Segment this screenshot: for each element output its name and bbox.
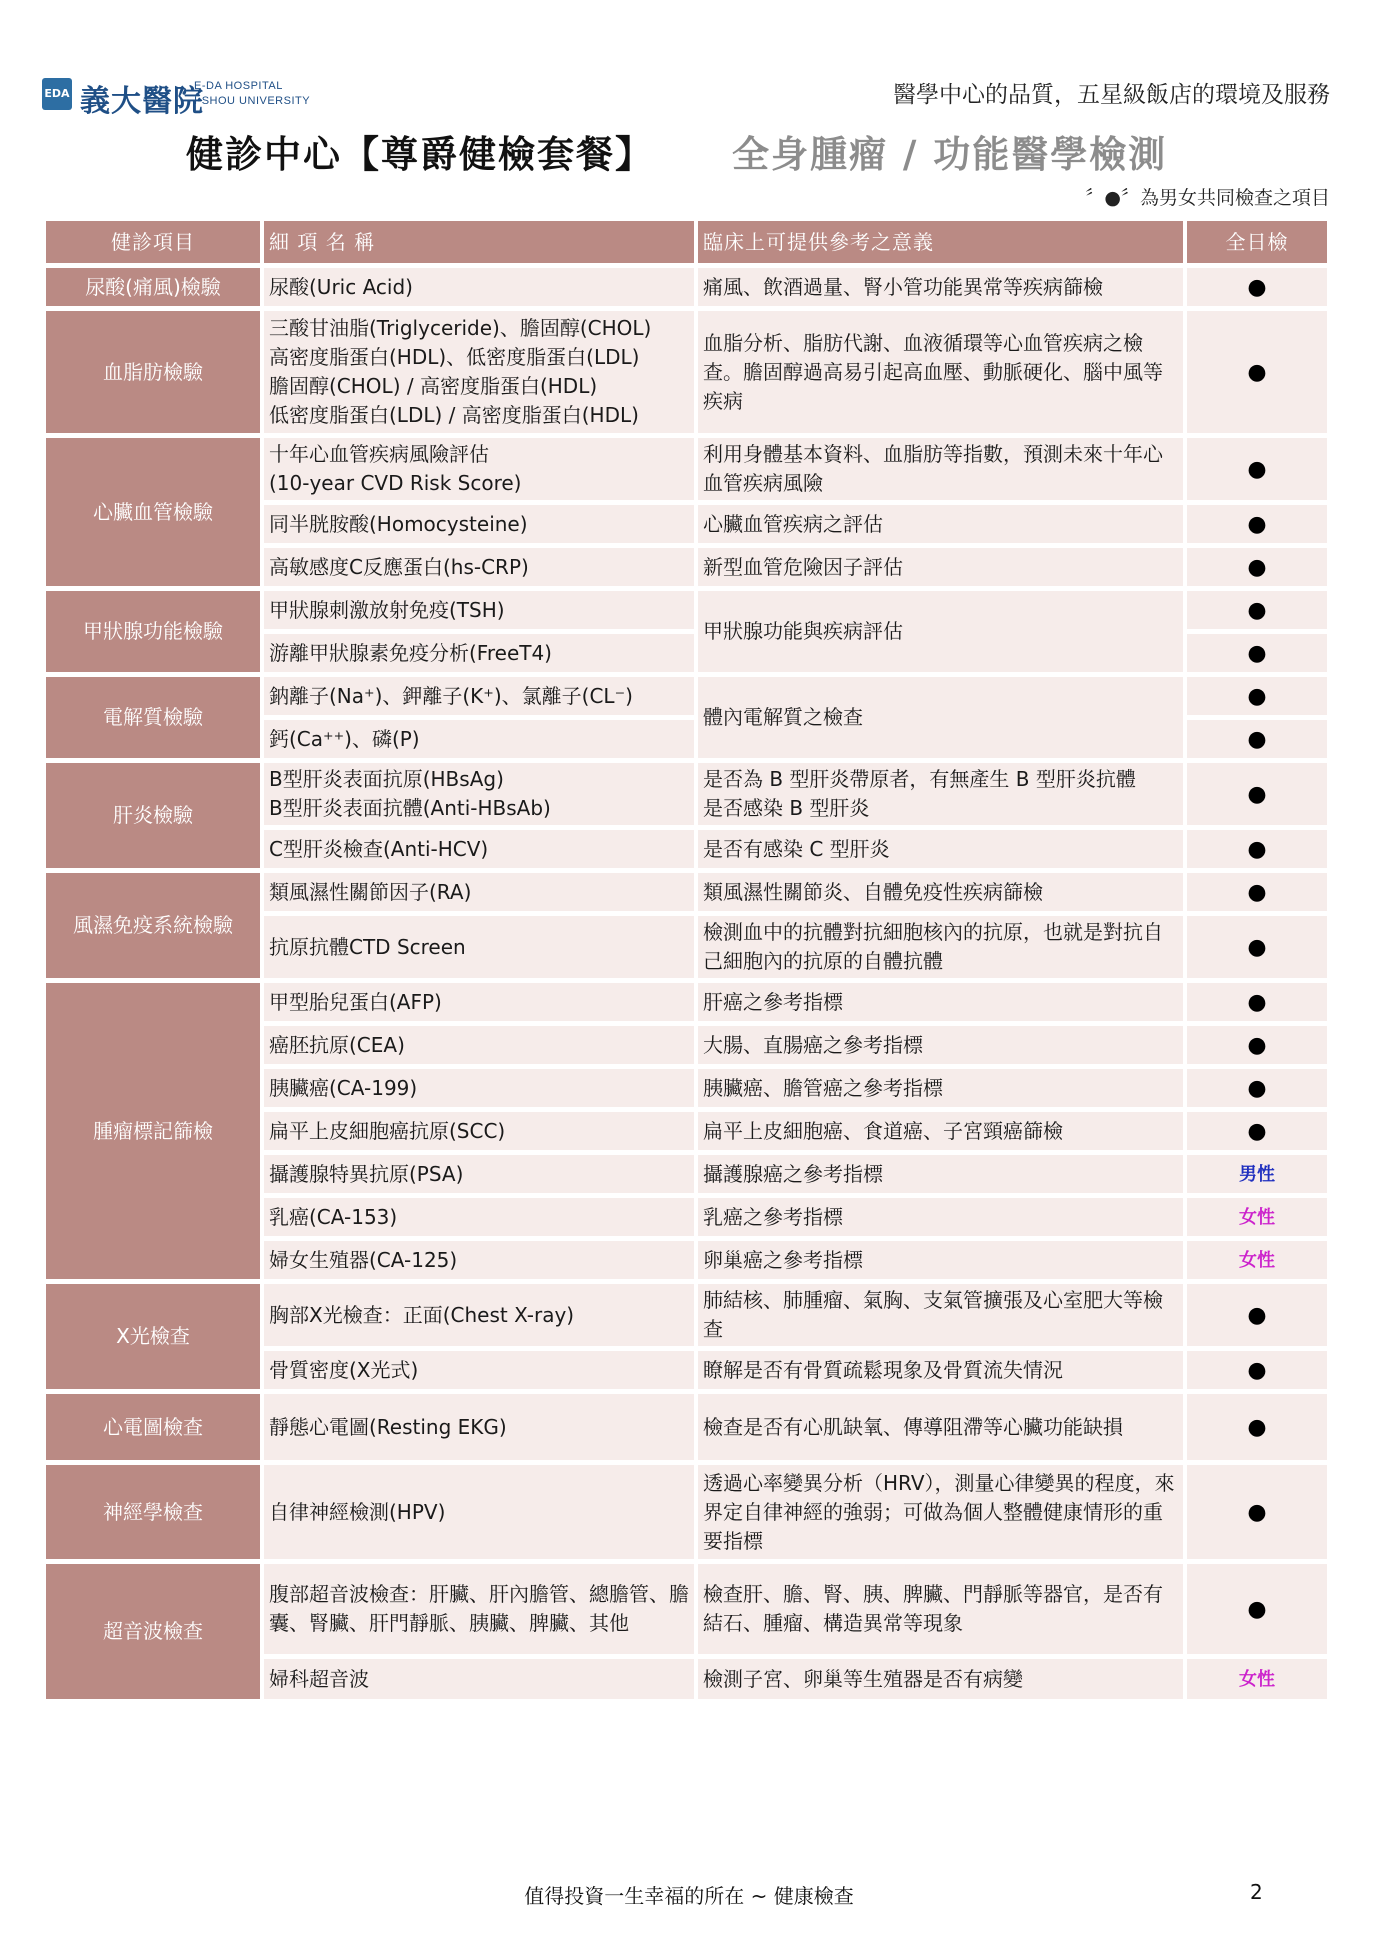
full-day-cell [1187,591,1327,629]
item-cell: 甲狀腺刺激放射免疫(TSH) [264,591,694,629]
meaning-cell: 是否有感染 C 型肝炎 [698,830,1183,868]
logo-english-university: I-SHOU UNIVERSITY [194,95,311,107]
header-category: 健診項目 [46,221,260,263]
meaning-cell: 卵巢癌之參考指標 [698,1241,1183,1279]
bullet-icon: ● [1247,1499,1267,1525]
full-day-cell [1187,438,1327,500]
full-day-cell [1187,1564,1327,1654]
item-cell: 甲型胎兒蛋白(AFP) [264,983,694,1021]
full-day-cell [1187,1241,1327,1279]
category-cell: 心電圖檢查 [46,1394,260,1460]
item-cell: 腹部超音波檢查：肝臟、肝內膽管、總膽管、膽囊、腎臟、肝門靜脈、胰臟、脾臟、其他 [264,1564,694,1654]
footer-slogan: 值得投資一生幸福的所在 ~ 健康檢查 [524,1884,854,1908]
category-cell: 甲狀腺功能檢驗 [46,591,260,672]
hospital-logo [42,74,342,119]
bullet-icon: ● [1247,274,1267,300]
meaning-cell: 體內電解質之檢查 [698,677,1183,758]
full-day-cell [1187,1026,1327,1064]
bullet-icon: ● [1247,1032,1267,1058]
bullet-icon: ● [1247,989,1267,1015]
meaning-cell: 痛風、飲酒過量、腎小管功能異常等疾病篩檢 [698,268,1183,306]
full-day-cell [1187,916,1327,978]
item-cell: 靜態心電圖(Resting EKG) [264,1394,694,1460]
bullet-icon: ● [1247,1596,1267,1622]
table-row [46,1394,1327,1460]
table-row [46,1564,1327,1654]
bullet-icon: ● [1247,1118,1267,1144]
full-day-cell [1187,1069,1327,1107]
category-cell: 肝炎檢驗 [46,763,260,868]
table-header [46,221,1327,263]
category-cell: 電解質檢驗 [46,677,260,758]
bullet-icon: ● [1247,597,1267,623]
meaning-cell: 類風濕性關節炎、自體免疫性疾病篩檢 [698,873,1183,911]
full-day-cell [1187,1198,1327,1236]
meaning-cell: 血脂分析、脂肪代謝、血液循環等心血管疾病之檢查。膽固醇過高易引起高血壓、動脈硬化、腦中風等疾病 [698,311,1183,433]
full-day-cell [1187,983,1327,1021]
full-day-cell [1187,1155,1327,1193]
bullet-icon: ● [1247,511,1267,537]
full-day-cell [1187,548,1327,586]
item-cell: 游離甲狀腺素免疫分析(FreeT4) [264,634,694,672]
bullet-icon: ● [1247,640,1267,666]
category-cell: X光檢查 [46,1284,260,1389]
item-cell: 高敏感度C反應蛋白(hs-CRP) [264,548,694,586]
full-day-cell [1187,763,1327,825]
bullet-icon: ● [1247,1302,1267,1328]
meaning-cell: 肝癌之參考指標 [698,983,1183,1021]
item-cell: 抗原抗體CTD Screen [264,916,694,978]
meaning-cell: 透過心率變異分析（HRV），測量心律變異的程度，來界定自律神經的強弱；可做為個人整體健康情形的重要指標 [698,1465,1183,1559]
meaning-cell: 檢查肝、膽、腎、胰、脾臟、門靜脈等器官，是否有結石、腫瘤、構造異常等現象 [698,1564,1183,1654]
meaning-cell: 利用身體基本資料、血脂肪等指數，預測未來十年心血管疾病風險 [698,438,1183,500]
table-row [46,983,1327,1021]
meaning-cell: 攝護腺癌之參考指標 [698,1155,1183,1193]
item-cell: 十年心血管疾病風險評估 (10-year CVD Risk Score) [264,438,694,500]
female-badge: 女性 [1239,1207,1275,1228]
full-day-cell [1187,1351,1327,1389]
category-cell: 尿酸(痛風)檢驗 [46,268,260,306]
table-row [46,438,1327,500]
item-cell: 胸部X光檢查：正面(Chest X-ray) [264,1284,694,1346]
item-cell: 尿酸(Uric Acid) [264,268,694,306]
male-badge: 男性 [1239,1164,1275,1185]
item-cell: 扁平上皮細胞癌抗原(SCC) [264,1112,694,1150]
category-cell: 腫瘤標記篩檢 [46,983,260,1279]
full-day-cell [1187,1394,1327,1460]
meaning-cell: 檢測血中的抗體對抗細胞核內的抗原，也就是對抗自己細胞內的抗原的自體抗體 [698,916,1183,978]
header-full-day: 全日檢 [1187,221,1327,263]
item-cell: 癌胚抗原(CEA) [264,1026,694,1064]
header-item-name: 細 項 名 稱 [264,221,694,263]
bullet-icon: ● [1247,879,1267,905]
item-cell: B型肝炎表面抗原(HBsAg) B型肝炎表面抗體(Anti-HBsAb) [264,763,694,825]
table-row [46,1284,1327,1346]
female-badge: 女性 [1239,1250,1275,1271]
meaning-cell: 扁平上皮細胞癌、食道癌、子宮頸癌篩檢 [698,1112,1183,1150]
bullet-icon: ● [1247,1357,1267,1383]
full-day-cell [1187,720,1327,758]
full-day-cell [1187,1659,1327,1699]
item-cell: 乳癌(CA-153) [264,1198,694,1236]
table-row [46,677,1327,715]
full-day-cell [1187,1284,1327,1346]
item-cell: 婦科超音波 [264,1659,694,1699]
page-number: 2 [1250,1880,1263,1904]
full-day-cell [1187,268,1327,306]
meaning-cell: 新型血管危險因子評估 [698,548,1183,586]
bullet-icon: ● [1247,726,1267,752]
page-title: 健診中心【尊爵健檢套餐】 [186,133,654,176]
meaning-cell: 大腸、直腸癌之參考指標 [698,1026,1183,1064]
item-cell: 胰臟癌(CA-199) [264,1069,694,1107]
table-row [46,268,1327,306]
full-day-cell [1187,505,1327,543]
table-row [46,873,1327,911]
table-row [46,311,1327,433]
full-day-cell [1187,634,1327,672]
item-cell: 自律神經檢測(HPV) [264,1465,694,1559]
meaning-cell: 瞭解是否有骨質疏鬆現象及骨質流失情況 [698,1351,1183,1389]
bullet-icon: ● [1247,456,1267,482]
meaning-cell: 是否為 B 型肝炎帶原者，有無產生 B 型肝炎抗體 是否感染 B 型肝炎 [698,763,1183,825]
category-cell: 超音波檢查 [46,1564,260,1699]
bullet-icon: ● [1247,683,1267,709]
bullet-icon: ● [1247,554,1267,580]
item-cell: 三酸甘油脂(Triglyceride)、膽固醇(CHOL) 高密度脂蛋白(HDL)、低密度脂蛋白(LDL) 膽固醇(CHOL) / 高密度脂蛋白(HDL) 低密度脂蛋白(LDL) / 高密度脂蛋白(HDL) [264,311,694,433]
logo-mark-icon: EDA [42,78,72,110]
category-cell: 心臟血管檢驗 [46,438,260,586]
full-day-cell [1187,1465,1327,1559]
item-cell: 同半胱胺酸(Homocysteine) [264,505,694,543]
table-row [46,591,1327,629]
meaning-cell: 檢測子宮、卵巢等生殖器是否有病變 [698,1659,1183,1699]
bullet-icon: ● [1247,934,1267,960]
full-day-cell [1187,873,1327,911]
checkup-table [42,216,1331,1704]
item-cell: 鈣(Ca⁺⁺)、磷(P) [264,720,694,758]
legend-note: 〞●〞為男女共同檢查之項目 [1085,187,1330,209]
female-badge: 女性 [1239,1669,1275,1690]
bullet-icon: ● [1247,836,1267,862]
full-day-cell [1187,311,1327,433]
table-row [46,763,1327,825]
meaning-cell: 肺結核、肺腫瘤、氣胸、支氣管擴張及心室肥大等檢查 [698,1284,1183,1346]
item-cell: 婦女生殖器(CA-125) [264,1241,694,1279]
item-cell: 類風濕性關節因子(RA) [264,873,694,911]
category-cell: 風濕免疫系統檢驗 [46,873,260,978]
item-cell: 鈉離子(Na⁺)、鉀離子(K⁺)、氯離子(CL⁻) [264,677,694,715]
table-body [46,268,1327,1699]
bullet-icon: ● [1247,781,1267,807]
meaning-cell: 乳癌之參考指標 [698,1198,1183,1236]
page-subtitle: 全身腫瘤 / 功能醫學檢測 [732,133,1168,176]
header-clinical-meaning: 臨床上可提供參考之意義 [698,221,1183,263]
meaning-cell: 甲狀腺功能與疾病評估 [698,591,1183,672]
item-cell: 攝護腺特異抗原(PSA) [264,1155,694,1193]
bullet-icon: ● [1247,359,1267,385]
meaning-cell: 檢查是否有心肌缺氧、傳導阻滯等心臟功能缺損 [698,1394,1183,1460]
full-day-cell [1187,1112,1327,1150]
logo-english-name: E-DA HOSPITAL [194,80,283,92]
meaning-cell: 胰臟癌、膽管癌之參考指標 [698,1069,1183,1107]
table-row [46,1465,1327,1559]
header-slogan: 醫學中心的品質，五星級飯店的環境及服務 [893,82,1330,108]
full-day-cell [1187,830,1327,868]
bullet-icon: ● [1247,1075,1267,1101]
full-day-cell [1187,677,1327,715]
meaning-cell: 心臟血管疾病之評估 [698,505,1183,543]
item-cell: C型肝炎檢查(Anti-HCV) [264,830,694,868]
item-cell: 骨質密度(X光式) [264,1351,694,1389]
category-cell: 血脂肪檢驗 [46,311,260,433]
category-cell: 神經學檢查 [46,1465,260,1559]
logo-chinese-name: 義大醫院 [80,84,204,119]
bullet-icon: ● [1247,1414,1267,1440]
